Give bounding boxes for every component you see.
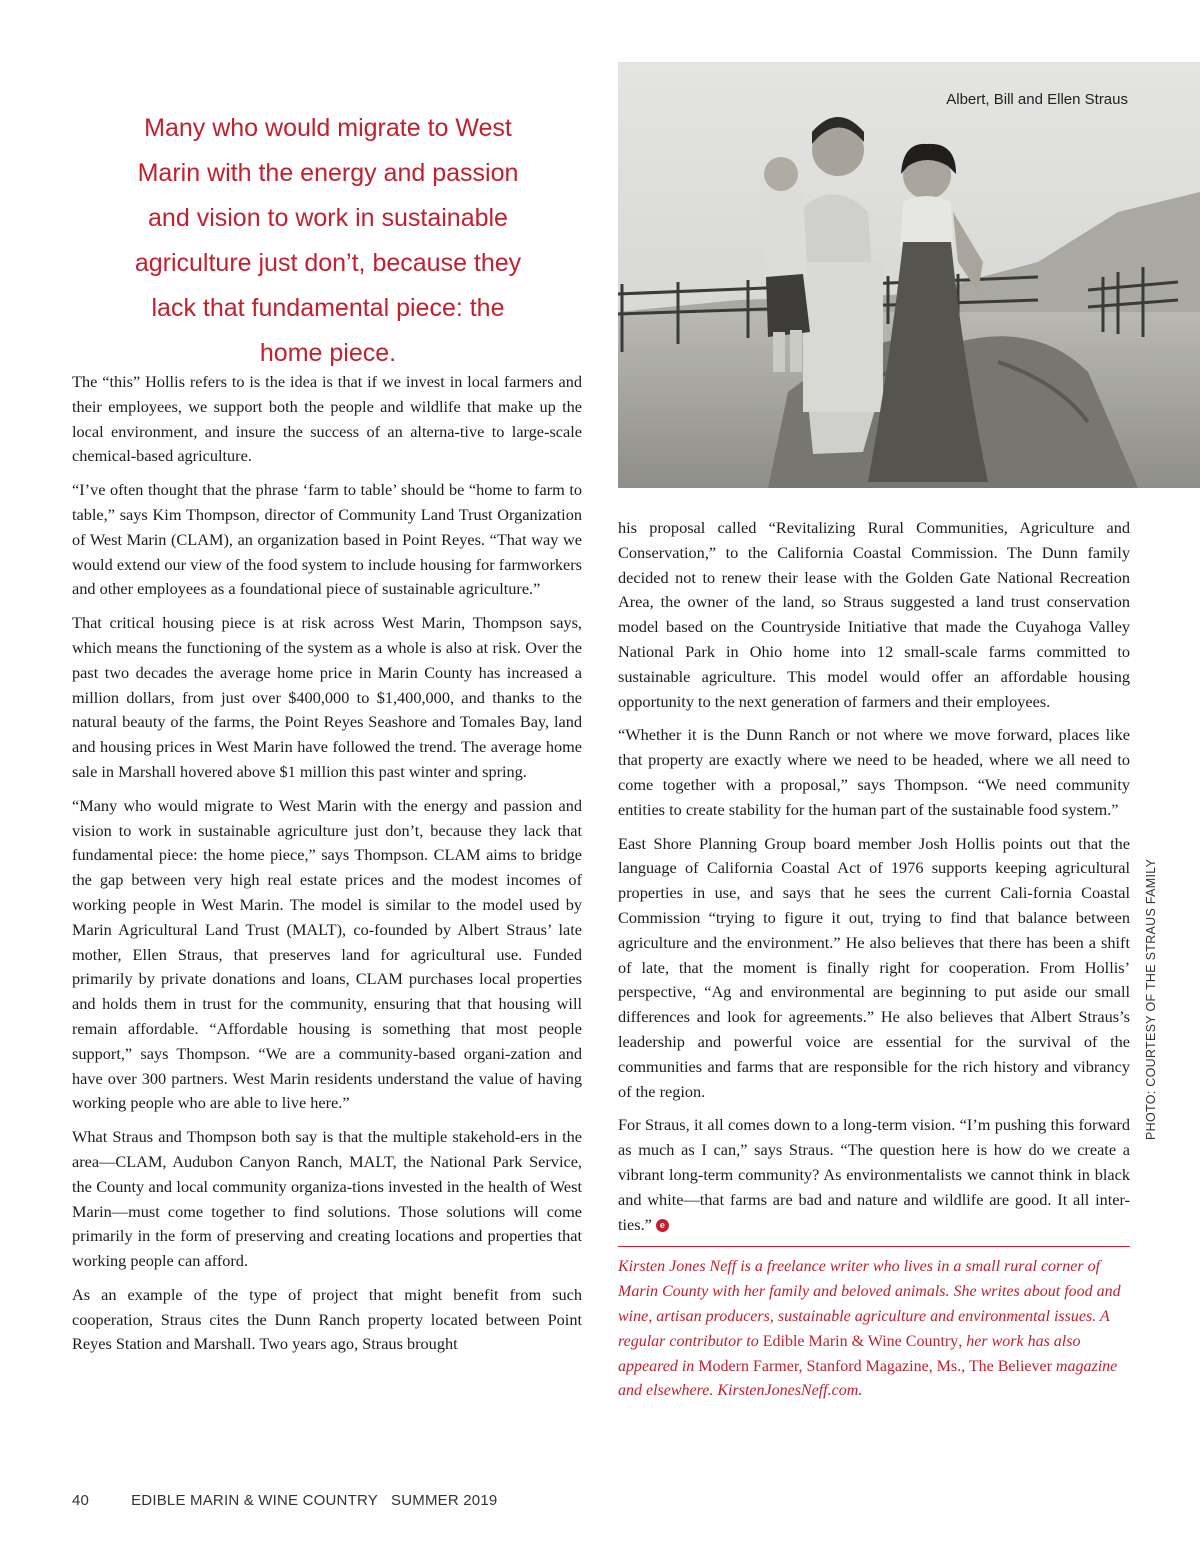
issue-date: SUMMER 2019 [391,1492,498,1509]
closing-paragraph [618,1113,1130,1237]
paragraph: What Straus and Thompson both say is that the multiple stakehold-ers in the area—CLAM, Audubon Canyon Ranch, MALT, the National Park Service, the County and local community organiza-tions invested in the health of West Marin—must come together to find solutions. Those solutions will come primarily in the form of preserving and creating locations and properties that working people can afford. [72,1127,582,1271]
bio-text: magazine and elsewhere. KirstenJonesNeff.com. [618,1357,1118,1400]
page-number: 40 [72,1492,90,1509]
paragraph: his proposal called “Revitalizing Rural Communities, Agriculture and Conservation,” to the California Coastal Commission. The Dunn family decided not to renew their lease with the Golden Gate National Recreation Area, the owner of the land, so Straus suggested a land trust conservation model based on the Countryside Initiative that made the Cuyahoga Valley National Park in Ohio home into 12 small-scale farms committed to sustainable agriculture. This model would offer an affordable housing opportunity to the next generation of farmers and their employees. [618,518,1130,711]
closing-paragraph-text: For Straus, it all comes down to a long-term vision. “I’m pushing this forward as much as I can,” says Straus. “The question here is how do we create a vibrant long-term community? As environmentalists we cannot think in black and white—that farms are bad and nature and wildlife are good. It all inter-ties.” [618,1115,1130,1234]
bio-text: , her work has also appeared in [618,1332,1081,1375]
publication-name: EDIBLE MARIN & WINE COUNTRY [131,1492,378,1509]
paragraph: “I’ve often thought that the phrase ‘farm to table’ should be “home to farm to table,” says Kim Thompson, director of Community Land Trust Organization of West Marin (CLAM), an organization based in Point Reyes. “That way we would extend our view of the food system to include housing for farmworkers and other employees as a foundational piece of sustainable agriculture.” [72,480,582,599]
paragraph: East Shore Planning Group board member Josh Hollis points out that the language of California Coastal Act of 1976 supports keeping agricultural properties in use, and says that he sees the current Cali-fornia Coastal Commission “trying to figure it out, trying to find that balance between agriculture and the environment.” He also believes that there has been a shift of late, that the moment is finally right for cooperation. From Hollis’ perspective, “Ag and environmental are beginning to put aside our small differences and look for agreements.” He also believes that Albert Straus’s leadership and powerful voice are essential for the survival of the communities and farms that are responsible for the rich history and vibrancy of the region. [618,833,1130,1101]
paragraph: The “this” Hollis refers to is the idea is that if we invest in local farmers and their employees, we support both the people and wildlife that make up the local environment, and insure the success of an alterna-tive to large-scale chemical-based agriculture. [72,372,582,466]
family-photo [618,62,1200,488]
family-photo-image [618,62,1200,488]
paragraph: “Many who would migrate to West Marin with the energy and passion and vision to work in sustainable agriculture just don’t, because they lack that fundamental piece: the home piece,” says Thompson. CLAM aims to bridge the gap between very high real estate prices and the modest incomes of working people in West Marin. The model is similar to the model used by Marin Agricultural Land Trust (MALT), co-founded by Albert Straus’ late mother, Ellen Straus, that preserves land for agricultural use. Funded primarily by private donations and loans, CLAM purchases local properties and holds them in trust for the community, ensuring that that housing will remain affordable. “Affordable housing is something that most people support,” says Thompson. “We are a community-based organi-zation and have over 300 partners. West Marin residents understand the value of having working people who are able to live here.” [72,795,582,1113]
left-column [72,370,582,1366]
right-column [618,516,1130,1413]
photo-caption: Albert, Bill and Ellen Straus [946,91,1128,108]
paragraph: “Whether it is the Dunn Ranch or not where we move forward, places like that property are exactly where we need to be headed, where we all need to come together with a proposal,” says Thompson. “We need community entities to create stability for the human part of the sustainable food system.” [618,725,1130,819]
photo-credit-text: PHOTO: COURTESY OF THE STRAUS FAMILY [1144,858,1158,1140]
paragraph: That critical housing piece is at risk across West Marin, Thompson says, which means the functioning of the system as a whole is also at risk. Over the past two decades the average home price in Marin County has increased a million dollars, from just over $400,000 to $1,400,000, and thanks to the natural beauty of the farms, the Point Reyes Seashore and Tomales Bay, land and housing prices in West Marin have followed the trend. The average home sale in Marshall hovered above $1 million this past winter and spring. [72,613,582,781]
bio-divider [618,1246,1130,1247]
bio-text: Kirsten Jones Neff is a freelance writer who lives in a small rural corner of Marin County with her family and beloved animals. She writes about food and wine, artisan producers, sustainable agriculture and environmental issues. A regular contributor to [618,1258,1121,1350]
bio-publication: Edible Marin & Wine Country [762,1332,959,1350]
pull-quote: Many who would migrate to West Marin with the energy and passion and vision to work in sustainable agriculture just don’t, because they lack that fundamental piece: the home piece. [134,114,522,367]
page-footer [72,1492,497,1509]
end-mark-icon: e [656,1219,669,1232]
bio-publication: Modern Farmer, Stanford Magazine, Ms., The Believer [698,1357,1052,1375]
paragraph: As an example of the type of project that might benefit from such cooperation, Straus cites the Dunn Ranch property located between Point Reyes Station and Marshall. Two years ago, Straus brought [72,1284,582,1354]
author-bio [618,1255,1130,1404]
